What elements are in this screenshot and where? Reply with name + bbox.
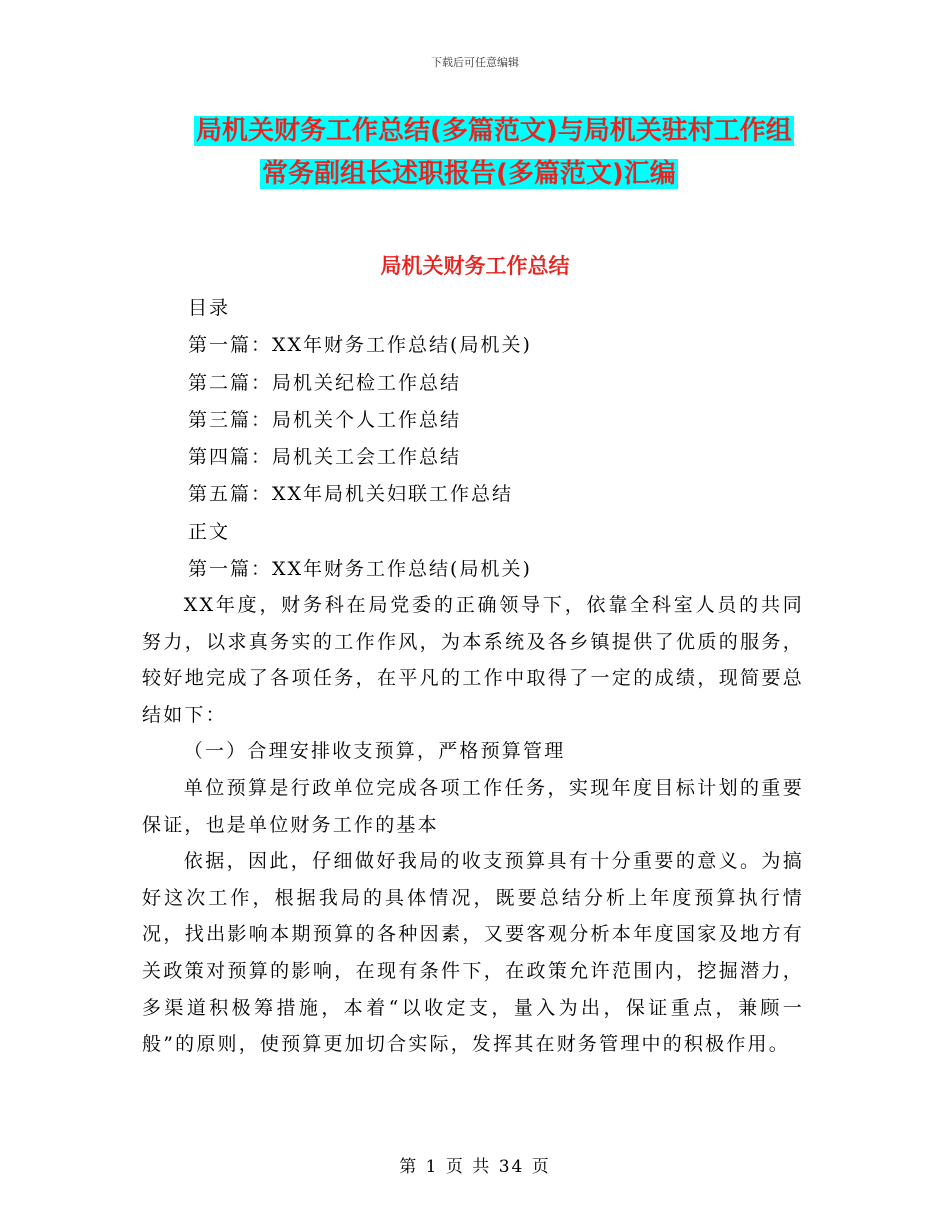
section-title: 局机关财务工作总结 [380,254,570,278]
table-of-contents [188,290,532,588]
toc-item: 第三篇：局机关个人工作总结 [188,408,462,431]
toc-item: 第一篇：XX年财务工作总结(局机关) [188,334,532,357]
toc-item: 第四篇：局机关工会工作总结 [188,446,462,469]
document-title-line-1 [190,110,830,153]
paragraph: 单位预算是行政单位完成各项工作任务，实现年度目标计划的重要保证，也是单位财务工作的基本 [142,776,804,836]
title-highlight-1: 局机关财务工作总结(多篇范文)与局机关驻村工作组 [196,116,792,146]
body-text [142,587,804,1063]
document-title-line-2 [190,153,830,196]
toc-item: 第二篇：局机关纪检工作总结 [188,371,462,394]
paragraph: XX年度，财务科在局党委的正确领导下，依靠全科室人员的共同努力，以求真务实的工作作风，为本系统及各乡镇提供了优质的服务，较好地完成了各项任务，在平凡的工作中取得了一定的成绩，现简要总结如下： [142,594,804,726]
toc-item: 第五篇：XX年局机关妇联工作总结 [188,483,514,506]
header-note: 下载后可任意编辑 [431,56,519,69]
body-heading: 正文 [188,520,231,543]
paragraph: 依据，因此，仔细做好我局的收支预算具有十分重要的意义。为搞好这次工作，根据我局的具体情况，既要总结分析上年度预算执行情况，找出影响本期预算的各种因素，又要客观分析本年度国家及地方有关政策对预算的影响，在现有条件下，在政策允许范围内，挖掘潜力，多渠道积极筹措施，本着“以收定支，量入为出，保证重点，兼顾一般”的原则，使预算更加切合实际，发挥其在财务管理中的积极作用。 [142,850,804,1056]
title-highlight-2: 常务副组长述职报告(多篇范文)汇编 [262,159,676,189]
chapter-heading: 第一篇：XX年财务工作总结(局机关) [188,558,532,581]
subsection-heading: （一）合理安排收支预算，严格预算管理 [183,740,566,763]
page-footer: 第 1 页 共 34 页 [399,1157,551,1177]
toc-heading: 目录 [188,297,231,319]
document-title [190,110,830,196]
